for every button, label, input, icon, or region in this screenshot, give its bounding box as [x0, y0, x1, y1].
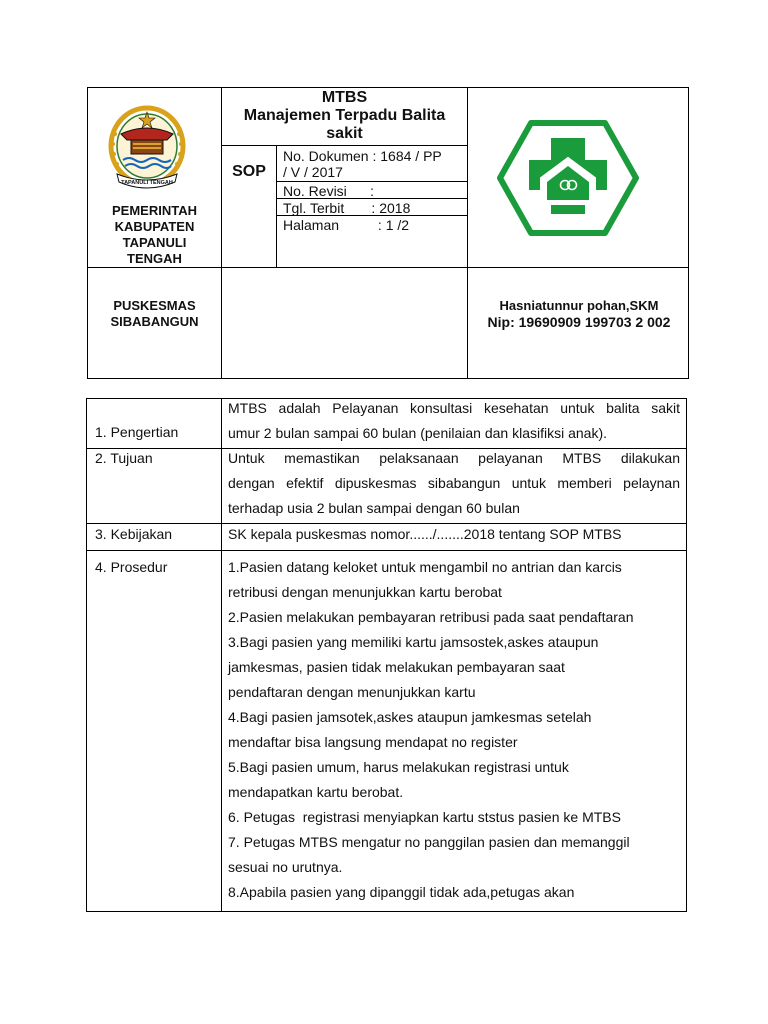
procedure-line: 6. Petugas registrasi menyiapkan kartu ststus pasien ke MTBS — [228, 809, 621, 825]
procedure-line: sesuai no urutnya. — [228, 859, 343, 875]
procedure-line: mendaftar bisa langsung mendapat no register — [228, 734, 518, 750]
sop-label: SOP — [232, 163, 266, 180]
puskesmas-line: SIBABANGUN — [110, 314, 199, 329]
section-text-tujuan — [228, 446, 680, 521]
issue-date: Tgl. Terbit : 2018 — [283, 200, 411, 216]
section-text-prosedur — [228, 555, 680, 905]
procedure-line: 7. Petugas MTBS mengatur no panggilan pasien dan memanggil — [228, 834, 630, 850]
org-line: TAPANULI — [122, 235, 187, 250]
puskesmas-line: PUSKESMAS — [113, 298, 196, 313]
procedure-line: 4.Bagi pasien jamsotek,askes ataupun jamkesmas setelah — [228, 709, 592, 725]
page-number: Halaman : 1 /2 — [283, 217, 410, 233]
document-number — [283, 148, 442, 180]
title-line: Manajemen Terpadu Balita — [243, 107, 446, 124]
procedure-line: 1.Pasien datang keloket untuk mengambil no antrian dan karcis — [228, 559, 622, 575]
doc-number-line: No. Dokumen : 1684 / PP — [283, 148, 442, 164]
org-line: TENGAH — [127, 251, 182, 266]
content-column-divider — [221, 398, 222, 912]
signatory-nip: Nip: 19690909 199703 2 002 — [487, 314, 671, 330]
title-line: sakit — [326, 125, 363, 142]
emblem-banner-text: TAPANULI TENGAH — [121, 180, 173, 186]
procedure-line: pendaftaran dengan menunjukkan kartu — [228, 684, 476, 700]
sop-divider — [276, 145, 277, 267]
text-line: umur 2 bulan sampai 60 bulan (penilaian dan klasifiksi anak). — [228, 425, 607, 441]
signatory-name: Hasniatunnur pohan,SKM — [499, 298, 659, 313]
org-line: KABUPATEN — [114, 219, 195, 234]
header-divider-2 — [467, 87, 468, 379]
procedure-line: retribusi dengan menunjukkan kartu berobat — [228, 584, 502, 600]
doc-line-1 — [276, 181, 467, 182]
section-label-tujuan: 2. Tujuan — [95, 450, 153, 466]
puskesmas-logo — [497, 120, 639, 241]
procedure-line: 5.Bagi pasien umum, harus melakukan registrasi untuk — [228, 759, 569, 775]
row-divider-3 — [86, 550, 687, 551]
regency-emblem-logo — [107, 104, 187, 194]
procedure-line: jamkesmas, pasien tidak melakukan pembayaran saat — [228, 659, 565, 675]
text-line: terhadap usia 2 bulan sampai dengan 60 bulan — [228, 500, 520, 516]
sop-title — [222, 89, 467, 143]
section-text-pengertian — [228, 396, 680, 446]
title-line: MTBS — [321, 89, 368, 106]
org-line: PEMERINTAH — [112, 203, 197, 218]
title-bottom-line — [221, 145, 467, 146]
procedure-line: 2.Pasien melakukan pembayaran retribusi pada saat pendaftaran — [228, 609, 634, 625]
procedure-line: 3.Bagi pasien yang memiliki kartu jamsostek,askes ataupun — [228, 634, 599, 650]
procedure-line: 8.Apabila pasien yang dipanggil tidak ada,petugas akan — [228, 884, 575, 900]
doc-number-line: / V / 2017 — [283, 164, 343, 180]
signatory-block — [469, 297, 689, 331]
section-text-kebijakan: SK kepala puskesmas nomor....../.......2018 tentang SOP MTBS — [228, 526, 622, 542]
text-line: Untuk memastikan pelaksanaan pelayanan MTBS dilakukan — [228, 450, 680, 466]
procedure-line: mendapatkan kartu berobat. — [228, 784, 404, 800]
header-row-divider — [87, 267, 689, 268]
text-line: MTBS adalah Pelayanan konsultasi kesehatan untuk balita sakit — [228, 400, 680, 416]
government-name — [88, 203, 221, 267]
section-label-kebijakan: 3. Kebijakan — [95, 526, 173, 542]
text-line: dengan efektif dipuskesmas sibabangun untuk memberi pelaynan — [228, 475, 680, 491]
section-label-pengertian: 1. Pengertian — [95, 424, 179, 440]
section-label-prosedur: 4. Prosedur — [95, 559, 168, 575]
revision-number: No. Revisi : — [283, 183, 375, 199]
puskesmas-name — [88, 298, 221, 330]
